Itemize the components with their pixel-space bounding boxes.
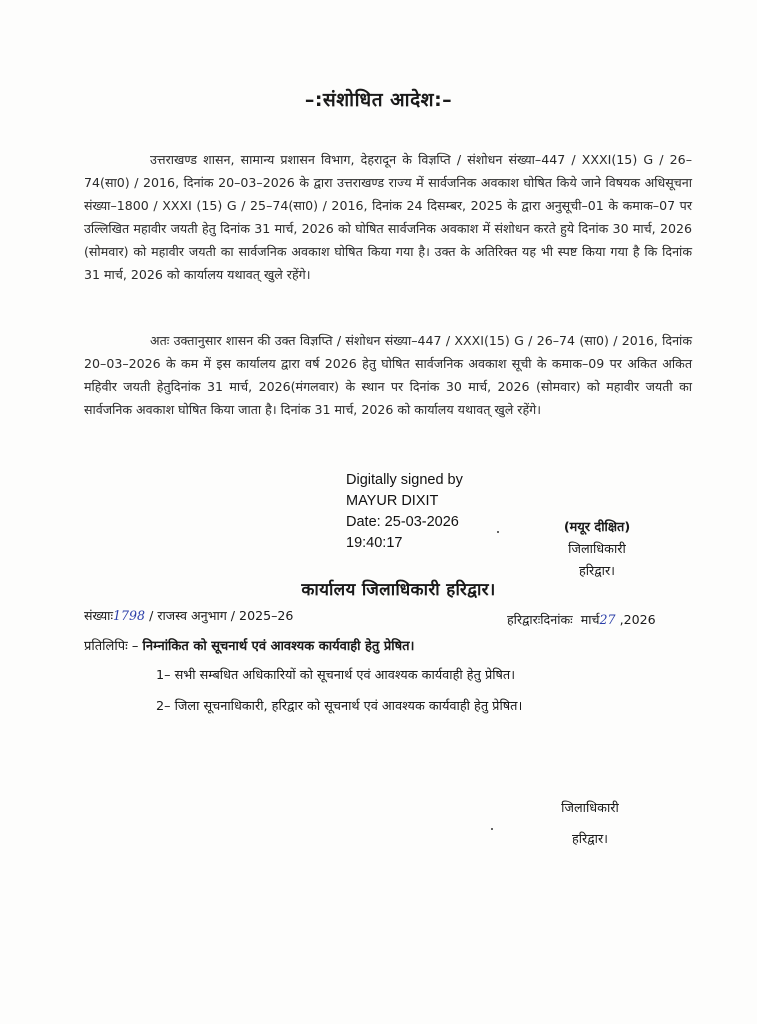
copy-to-label: प्रतिलिपिः – xyxy=(84,639,139,654)
reference-label: संख्याः xyxy=(84,608,113,623)
footer-place: हरिद्वार। xyxy=(571,832,609,847)
date-year: ,2026 xyxy=(619,612,656,627)
date-handwritten-day: 27 xyxy=(599,612,616,627)
footer-signatory xyxy=(545,793,635,855)
scan-speck xyxy=(491,828,493,830)
reference-handwritten-number: 1798 xyxy=(113,608,146,623)
signatory-name: (मयूर दीक्षित) xyxy=(563,520,631,535)
list-item: 2– जिला सूचनाधिकारी, हरिद्वार को सूचनार्थ एवं आवश्यक कार्यवाही हेतु प्रेषित। xyxy=(156,699,523,714)
digital-signature-line-1: Digitally signed by xyxy=(346,472,463,488)
issue-date xyxy=(507,611,656,628)
signatory-designation: जिलाधिकारी xyxy=(568,542,626,557)
reference-number xyxy=(84,607,293,624)
signatory-place: हरिद्वार। xyxy=(578,564,616,579)
date-month: मार्च xyxy=(580,612,600,627)
paragraph-1: उत्तराखण्ड शासन, सामान्य प्रशासन विभाग, देहरादून के विज्ञप्ति / संशोधन संख्या–447 / XXXI(15) G / 26–74(सा0) / 2016, दिनांक 20–03–2026 के द्वारा उत्तराखण्ड राज्य में सार्वजनिक अवकाश घोषित किये जाने विषयक अधिसूचना संख्या–1800 / XXXI (15) G / 25–74(सा0) / 2016, दिनांक 24 दिसम्बर, 2025 के द्वारा अनुसूची–01 के कमाक–07 पर उल्लिखित महावीर जयती हेतु दिनांक 31 मार्च, 2026 को घोषित सार्वजनिक अवकाश में संशोधन करते हुये दिनांक 30 मार्च, 2026 (सोमवार) को महावीर जयती का सार्वजनिक अवकाश घोषित किया गया है। उक्त के अतिरिक्त यह भी स्पष्ट किया गया है कि दिनांक 31 मार्च, 2026 को कार्यालय यथावत् खुले रहेंगे। xyxy=(84,152,692,282)
office-heading: कार्यालय जिलाधिकारी हरिद्वार। xyxy=(301,580,496,600)
scan-speck xyxy=(497,531,499,533)
footer-designation: जिलाधिकारी xyxy=(561,801,619,816)
digital-signature-stamp xyxy=(346,470,463,554)
signatory-block xyxy=(552,517,642,583)
date-label: हरिद्वारःदिनांकः xyxy=(507,612,573,627)
copy-to-line xyxy=(84,636,414,654)
digital-signature-time: 19:40:17 xyxy=(346,535,403,551)
paragraph-2: अतः उक्तानुसार शासन की उक्त विज्ञप्ति / संशोधन संख्या–447 / XXXI(15) G / 26–74 (सा0) / 2016, दिनांक 20–03–2026 के कम में इस कार्यालय द्वारा वर्ष 2026 हेतु घोषित सार्वजनिक अवकाश सूची के कमाक–09 पर अकित अकित महिवीर जयती हेतुदिनांक 31 मार्च, 2026(मंगलवार) के स्थान पर दिनांक 30 मार्च, 2026 (सोमवार) को महावीर जयती का सार्वजनिक अवकाश घोषित किया जाता है। दिनांक 31 मार्च, 2026 को कार्यालय यथावत् खुले रहेंगे। xyxy=(84,333,692,417)
list-item: 1– सभी सम्बधित अधिकारियों को सूचनार्थ एवं आवश्यक कार्यवाही हेतु प्रेषित। xyxy=(156,668,516,683)
reference-rest: / राजस्व अनुभाग / 2025–26 xyxy=(149,608,294,623)
page-title: –:संशोधित आदेश:– xyxy=(304,89,453,111)
recipient-list xyxy=(156,665,522,727)
digital-signature-date: Date: 25-03-2026 xyxy=(346,514,459,530)
digital-signature-signer: MAYUR DIXIT xyxy=(346,493,439,509)
copy-to-text: निम्नांकित को सूचनार्थ एवं आवश्यक कार्यवाही हेतु प्रेषित। xyxy=(142,639,415,654)
